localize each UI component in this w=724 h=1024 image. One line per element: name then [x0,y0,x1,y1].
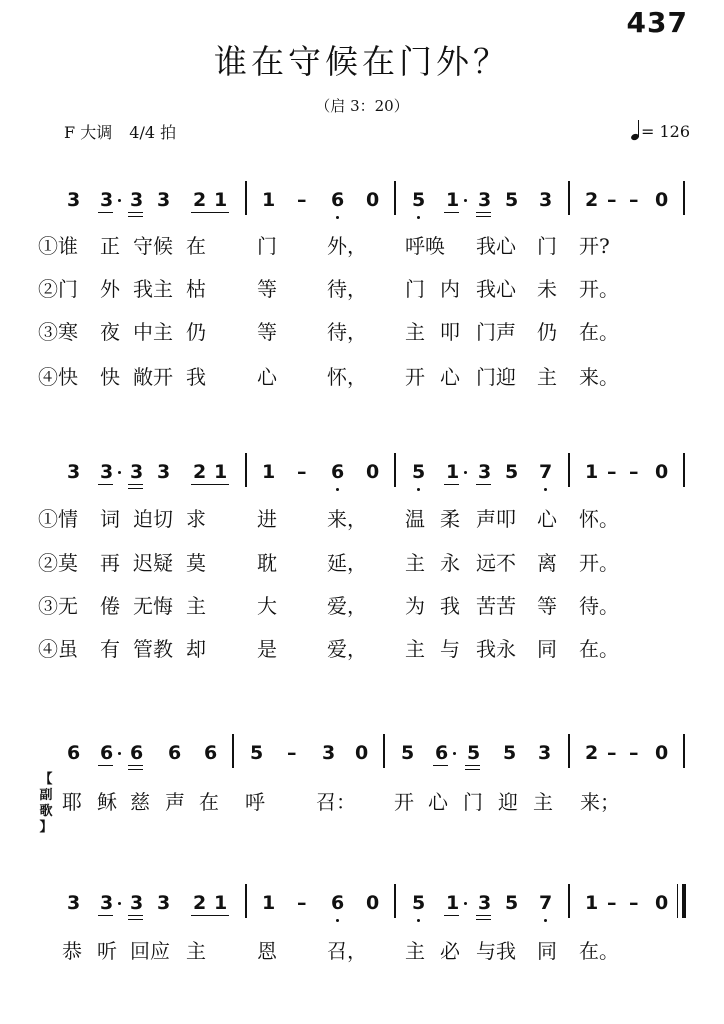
note: – [287,742,297,764]
note: 1 [585,461,599,483]
note: 2 [585,189,599,211]
lyric-line: ③寒 夜 中主 仍 等 待， 主 叩 门声 仍 在。 [38,320,619,344]
note: 6 [331,892,345,914]
note: – [607,892,617,914]
score-line-4 [0,890,724,916]
note: 3 [130,461,144,483]
note: – [297,892,307,914]
note: 2 [585,742,599,764]
note: – [629,892,639,914]
note: 5 [412,892,426,914]
lyric-line: ③无 倦 无悔 主 大 爱， 为 我 苦苦 等 待。 [38,594,619,618]
key-and-meter [64,120,188,143]
note: 0 [655,189,669,211]
note: 3 [130,189,144,211]
note: 6 [204,742,218,764]
note: 3 [157,892,171,914]
key-signature: F 大调 [64,123,113,142]
note: 0 [355,742,369,764]
note: 5 [467,742,481,764]
note: 3 [157,189,171,211]
lyric-line: 恭 听 回应 主 恩 召， 主 必 与我 同 在。 [62,939,619,963]
tempo-value: = 126 [640,122,690,141]
note: 7 [539,892,553,914]
note: – [297,189,307,211]
note: 3 [478,892,492,914]
note: – [607,461,617,483]
scripture-reference: （启 3：20） [315,97,409,115]
note: 3 [100,189,114,211]
note: 6 [435,742,449,764]
note: 3 [67,892,81,914]
note: 1 [214,461,228,483]
note: 3 [100,892,114,914]
note: 1 [446,189,460,211]
quarter-note-icon [631,120,641,140]
note: 6 [168,742,182,764]
note: 6 [100,742,114,764]
note: 1 [585,892,599,914]
note: 3 [157,461,171,483]
note: 1 [446,892,460,914]
note: 1 [446,461,460,483]
note: – [607,189,617,211]
lyric-line: ②门 外 我主 枯 等 待， 门 内 我心 未 开。 [38,277,619,301]
hymn-number: 437 [626,6,688,39]
note: 6 [331,189,345,211]
lyric-line: ④虽 有 管教 却 是 爱， 主 与 我永 同 在。 [38,637,619,661]
note: 2 [193,189,207,211]
note: 5 [412,461,426,483]
note: 1 [214,892,228,914]
note: – [629,742,639,764]
note: 0 [655,892,669,914]
note: 0 [655,461,669,483]
page-title: 谁在守候在门外？ [214,42,510,81]
note: 2 [193,892,207,914]
note: 0 [366,461,380,483]
note: 2 [193,461,207,483]
note: 3 [539,189,553,211]
note: 0 [366,892,380,914]
lyric-line: ②莫 再 迟疑 莫 耽 延， 主 永 远不 离 开。 [38,551,619,575]
note: 5 [505,892,519,914]
note: 3 [100,461,114,483]
note: 1 [262,189,276,211]
note: 7 [539,461,553,483]
note: 3 [538,742,552,764]
tempo-marking [631,120,690,141]
note: 5 [503,742,517,764]
note: 0 [655,742,669,764]
note: 6 [130,742,144,764]
note: 6 [67,742,81,764]
note: 0 [366,189,380,211]
note: 5 [505,461,519,483]
time-signature: 4/4 拍 [129,123,177,142]
note: 5 [401,742,415,764]
score-line-3 [0,740,724,766]
note: 3 [478,461,492,483]
note: – [607,742,617,764]
lyric-line: ④快 快 敞开 我 心 怀， 开 心 门迎 主 来。 [38,365,619,389]
note: 1 [262,461,276,483]
lyric-line: ①情 词 迫切 求 进 来， 温 柔 声叩 心 怀。 [38,507,619,531]
note: 1 [262,892,276,914]
note: 3 [322,742,336,764]
note: 6 [331,461,345,483]
lyric-line: 耶 稣 慈 声 在 呼 召： 开 心 门 迎 主 来； [62,790,620,814]
note: – [629,189,639,211]
score-line-1 [0,187,724,213]
note: 5 [412,189,426,211]
note: – [629,461,639,483]
note: 3 [67,189,81,211]
note: 3 [478,189,492,211]
note: 5 [505,189,519,211]
note: 1 [214,189,228,211]
note: 3 [130,892,144,914]
chorus-label: 【 副 歌 】 [39,772,53,835]
note: 3 [67,461,81,483]
lyric-line: ①谁 正 守候 在 门 外， 呼唤 我心 门 开? [38,234,610,258]
note: – [297,461,307,483]
note: 5 [250,742,264,764]
score-line-2 [0,459,724,485]
